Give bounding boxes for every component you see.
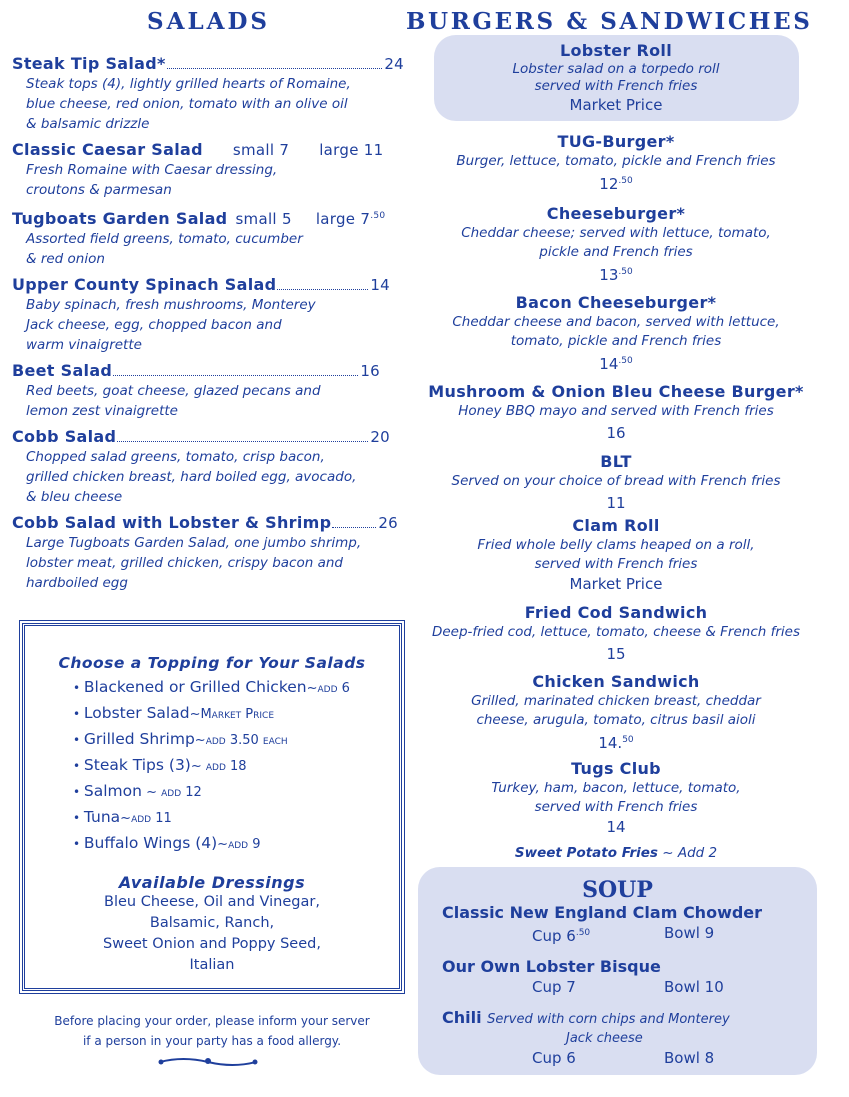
side-addon: Sweet Potato Fries ~ Add 2	[514, 845, 718, 861]
item-name: Tugboats Garden Salad	[12, 209, 228, 228]
price-large: large 7	[315, 210, 371, 228]
menu-item	[12, 140, 404, 200]
allergy-notice: Before placing your order, please inform your server if a person in your party has a food allergy.	[54, 1014, 370, 1048]
soup-item: Classic New England Clam Chowder Cup $6^{.50}$ Bowl 9	[442, 903, 763, 945]
price-small: small 7	[232, 141, 290, 159]
item-desc: Chopped salad greens, tomato, crisp bacon,	[26, 449, 325, 465]
topping-item: • Grilled Shrimp~add 3.50 each	[73, 727, 399, 753]
toppings-list	[73, 675, 399, 857]
dressings-heading: Available Dressings	[118, 873, 306, 892]
menu-item: BLT Served on your choice of bread with French fries 11	[451, 452, 781, 512]
dressing-line: Italian	[189, 957, 235, 973]
item-desc: lemon zest vinaigrette	[26, 403, 178, 419]
item-desc: Fresh Romaine with Caesar dressing,	[26, 162, 278, 178]
soup-item: Our Own Lobster Bisque Cup 7 Bowl 10	[442, 957, 724, 996]
menu-item	[12, 54, 404, 134]
item-desc: Red beets, goat cheese, glazed pecans and	[26, 383, 321, 399]
item-name: Classic Caesar Salad	[12, 140, 203, 159]
menu-item: Fried Cod Sandwich Deep-fried cod, lettuce, tomato, cheese & French fries 15	[431, 603, 800, 663]
menu-item: Clam Roll Fried whole belly clams heaped on a roll, served with French fries Market Price	[477, 516, 755, 593]
item-desc: croutons & parmesan	[26, 182, 172, 198]
item-name: Cobb Salad with Lobster & Shrimp	[12, 513, 332, 532]
leader-dots	[332, 527, 376, 528]
topping-item: • Lobster Salad~Market Price	[73, 701, 399, 727]
item-desc: Large Tugboats Garden Salad, one jumbo shrimp,	[26, 535, 362, 551]
item-desc: & red onion	[26, 251, 105, 267]
item-name: Upper County Spinach Salad	[12, 275, 277, 294]
menu-item: Lobster Roll Lobster salad on a torpedo roll served with French fries Market Price	[512, 41, 720, 114]
burgers-heading: BURGERS & SANDWICHES	[406, 8, 813, 35]
leader-dots	[117, 441, 368, 442]
soup-heading: SOUP	[582, 877, 653, 903]
topping-item: • Buffalo Wings (4)~add 9	[73, 831, 399, 857]
toppings-heading: Choose a Topping for Your Salads	[58, 654, 366, 672]
topping-item: • Steak Tips (3)~ add 18	[73, 753, 399, 779]
menu-item	[12, 513, 398, 593]
item-name: Steak Tip Salad*	[12, 54, 166, 73]
item-desc: Jack cheese, egg, chopped bacon and	[26, 317, 282, 333]
menu-item: TUG-Burger* Burger, lettuce, tomato, pickle and French fries $12^{.50}$	[456, 132, 776, 193]
menu-item	[12, 427, 390, 507]
item-desc: Baby spinach, fresh mushrooms, Monterey	[26, 297, 316, 313]
item-desc: & bleu cheese	[26, 489, 123, 505]
item-desc: & balsamic drizzle	[26, 116, 150, 132]
menu-item	[12, 206, 404, 269]
item-name: Beet Salad	[12, 361, 113, 380]
item-desc: warm vinaigrette	[26, 337, 142, 353]
leader-dots	[167, 68, 383, 69]
price-cents: .50	[370, 211, 386, 221]
menu-item	[12, 361, 380, 421]
menu-item: Tugs Club Turkey, ham, bacon, lettuce, tomato, served with French fries 14	[491, 759, 741, 836]
item-price: 24	[384, 55, 404, 73]
dressing-line: Bleu Cheese, Oil and Vinegar,	[104, 894, 320, 910]
soup-item: Chili Served with corn chips and Monterey Jack cheese Cup 6 Bowl 8	[442, 1008, 730, 1067]
item-price: 14	[370, 276, 390, 294]
price-large: large 11	[319, 141, 384, 159]
menu-item: Cheeseburger* Cheddar cheese; served with lettuce, tomato, pickle and French fries $13^{.50}$	[461, 204, 771, 284]
topping-item: • Tuna~add 11	[73, 805, 399, 831]
ornament-flourish-icon	[158, 1056, 258, 1068]
item-price: 26	[378, 514, 398, 532]
dressing-line: Sweet Onion and Poppy Seed,	[103, 936, 321, 952]
item-desc: Assorted field greens, tomato, cucumber	[26, 231, 303, 247]
salads-heading: SALADS	[147, 8, 271, 35]
menu-item	[12, 275, 390, 355]
soup-box	[418, 867, 817, 1075]
item-desc: hardboiled egg	[26, 575, 128, 591]
item-price: 16	[360, 362, 380, 380]
item-desc: Steak tops (4), lightly grilled hearts of Romaine,	[26, 76, 351, 92]
item-desc: grilled chicken breast, hard boiled egg, avocado,	[26, 469, 357, 485]
menu-item: Mushroom & Onion Bleu Cheese Burger* Honey BBQ mayo and served with French fries 16	[428, 382, 804, 442]
toppings-box	[22, 623, 402, 991]
topping-item: • Blackened or Grilled Chicken~add 6	[73, 675, 399, 701]
price-small: small 5	[235, 210, 292, 228]
dressing-line: Balsamic, Ranch,	[149, 915, 275, 931]
menu-item: Bacon Cheeseburger* Cheddar cheese and bacon, served with lettuce, tomato, pickle and French fries $14^{.50}$	[452, 293, 780, 373]
salads-list	[12, 54, 404, 599]
leader-dots	[277, 289, 368, 290]
item-name: Cobb Salad	[12, 427, 117, 446]
leader-dots	[113, 375, 358, 376]
menu-item: Chicken Sandwich Grilled, marinated chicken breast, cheddar cheese, arugula, tomato, citrus basil aioli 14.50	[471, 672, 761, 752]
topping-item: • Salmon ~ add 12	[73, 779, 399, 805]
item-desc: blue cheese, red onion, tomato with an olive oil	[26, 96, 348, 112]
item-desc: lobster meat, grilled chicken, crispy bacon and	[26, 555, 343, 571]
item-price: 20	[370, 428, 390, 446]
